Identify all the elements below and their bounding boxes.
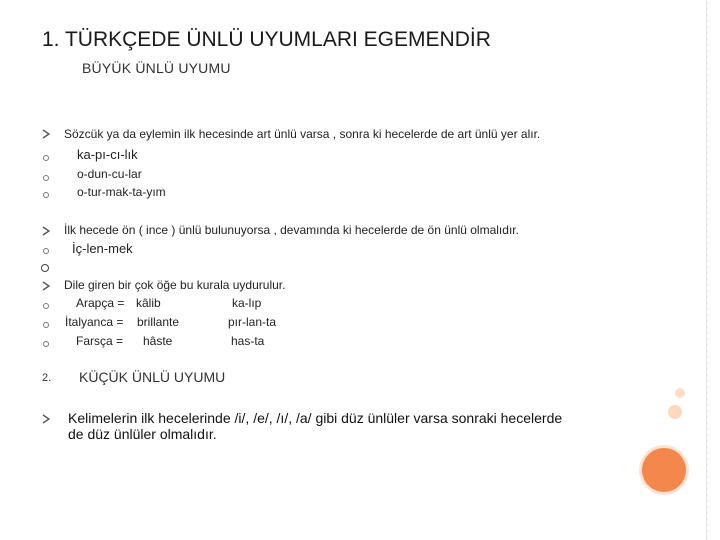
slide-subtitle: BÜYÜK ÜNLÜ UYUMU [82, 60, 231, 76]
circle-bullet-icon [43, 248, 49, 254]
rule-text-3: Dile giren bir çok öğe bu kurala uydurulur. [64, 278, 286, 292]
example-word: o-tur-mak-ta-yım [77, 185, 166, 199]
rule-text-line1: Kelimelerin ilk hecelerinde /i/, /e/, /ı/, /a/ gibi düz ünlüler varsa sonraki hecelerde [68, 410, 563, 426]
loan-word: kâlib [136, 296, 161, 310]
section-heading: KÜÇÜK ÜNLÜ UYUMU [79, 369, 226, 385]
circle-bullet-icon [43, 322, 49, 328]
language-label: İtalyanca = [65, 315, 124, 329]
empty-circle-bullet-icon [41, 264, 49, 272]
example-word: İç-len-mek [72, 241, 133, 256]
slide-edge-line [706, 0, 707, 540]
turkish-syllables: has-ta [231, 334, 265, 348]
turkish-syllables: ka-lıp [232, 296, 262, 310]
language-label: Arapça = [76, 296, 125, 310]
slide-edge-dots [704, 0, 710, 540]
slide-title: 1. TÜRKÇEDE ÜNLÜ UYUMLARI EGEMENDİR [42, 28, 491, 51]
example-word: o-dun-cu-lar [77, 167, 142, 181]
arrow-bullet-icon [42, 281, 50, 291]
circle-bullet-icon [43, 192, 49, 198]
rule-text-1: Sözcük ya da eylemin ilk hecesinde art ünlü varsa , sonra ki hecelerde de art ünlü yer alır. [64, 127, 541, 141]
section-number: 2. [42, 372, 52, 384]
language-label: Farsça = [76, 334, 124, 348]
small-circle-icon [675, 388, 685, 398]
turkish-syllables: pır-lan-ta [228, 315, 277, 329]
rule-text-line2: de düz ünlüler olmalıdır. [68, 426, 217, 442]
loan-word: brillante [137, 315, 180, 329]
arrow-bullet-icon [42, 226, 50, 236]
circle-bullet-icon [43, 175, 49, 181]
arrow-bullet-icon [42, 129, 50, 139]
example-word: ka-pı-cı-lık [77, 147, 138, 162]
arrow-bullet-icon [42, 414, 50, 424]
small-circle-icon [668, 405, 682, 419]
circle-bullet-icon [43, 155, 49, 161]
circle-bullet-icon [43, 303, 49, 309]
loan-word: hâste [143, 334, 173, 348]
circle-bullet-icon [43, 341, 49, 347]
large-orange-circle-icon [642, 448, 686, 492]
rule-text-2: İlk hecede ön ( ince ) ünlü bulunuyorsa , devamında ki hecelerde de ön ünlü olmalıdır. [64, 223, 519, 237]
